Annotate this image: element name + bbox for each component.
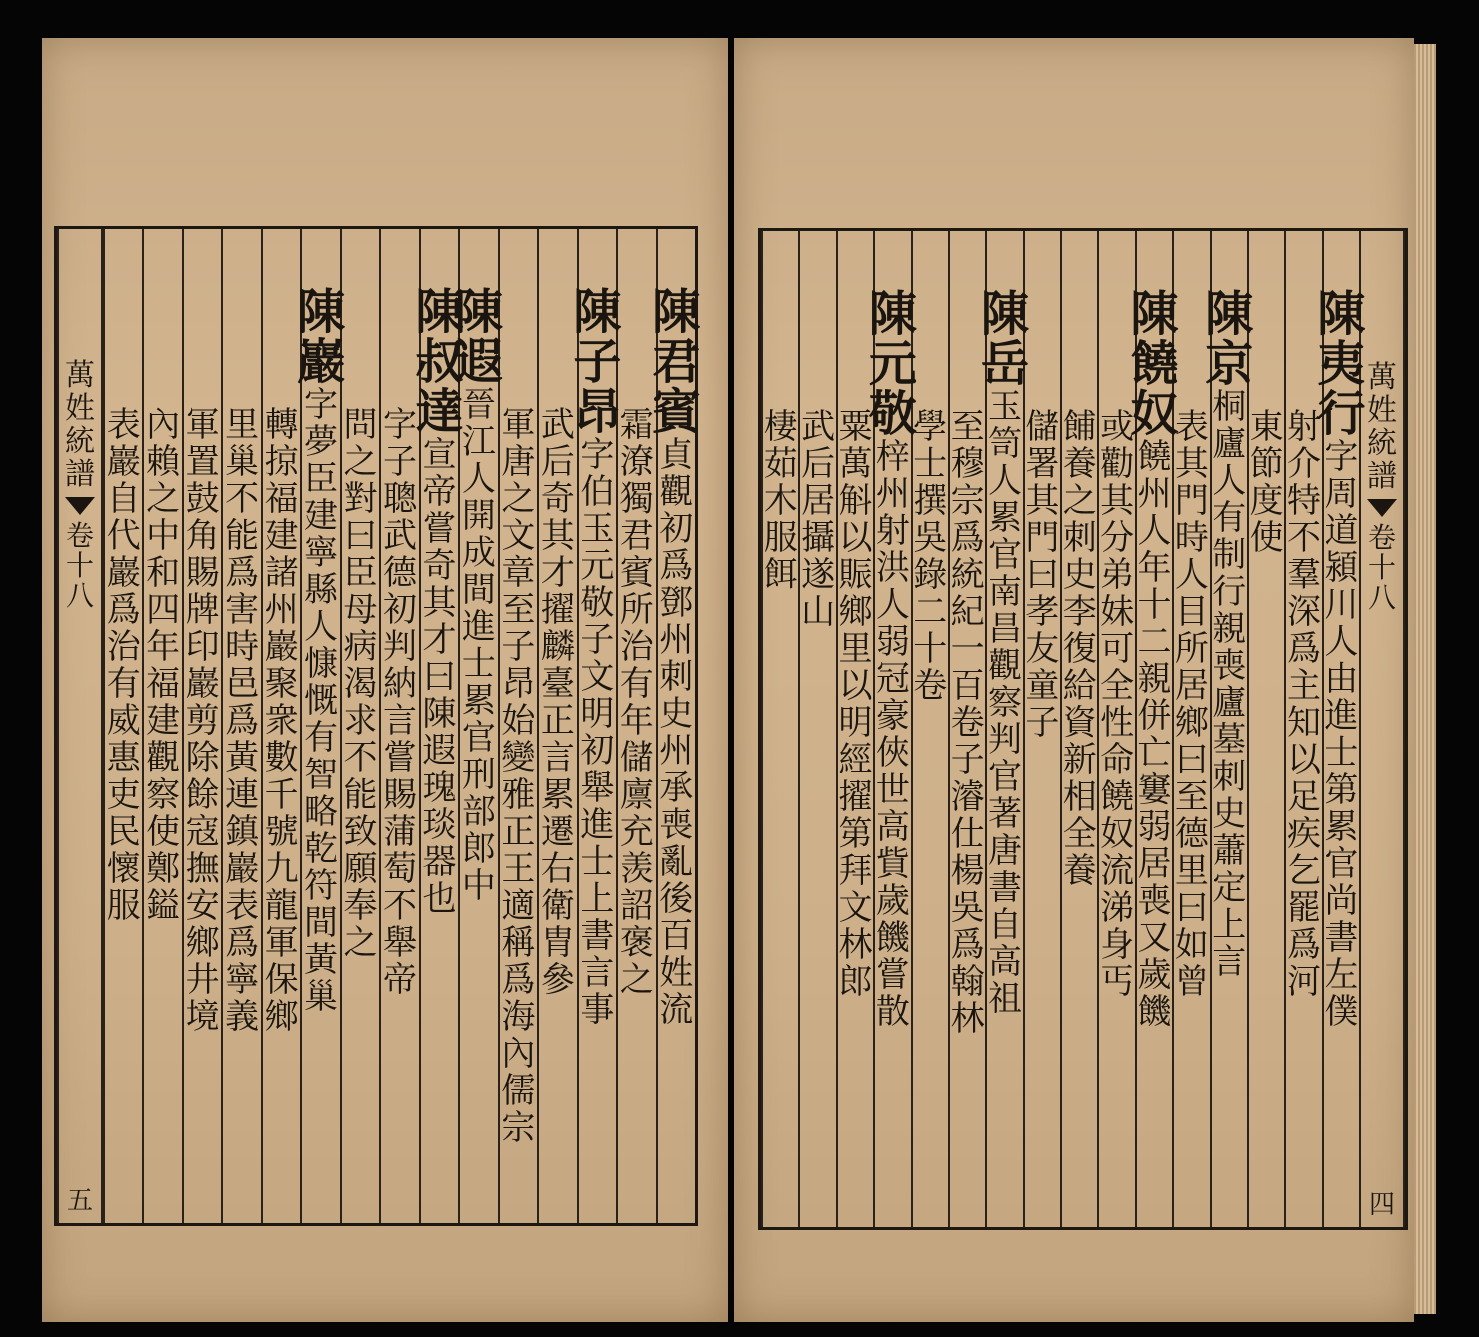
entry-text: 表巖自代巖爲治有威惠吏民懷服 [106, 405, 141, 926]
text-column [761, 231, 798, 1227]
text-column [103, 229, 142, 1223]
fish-tail-mark [65, 497, 95, 515]
entry-text: 里巢不能爲害時邑爲黃連鎮巖表爲寧義 [225, 405, 260, 1037]
spine-title: 萬姓統譜 [1367, 360, 1397, 494]
entry-text: 轉掠福建諸州巖聚衆數千號九龍軍保鄉 [264, 405, 299, 1037]
text-column [379, 229, 418, 1223]
entry-text: 軍唐之文章至子昂始變雅正王適稱爲海內儒宗 [501, 405, 536, 1148]
page-edges [1414, 44, 1436, 1314]
text-column [1317, 231, 1366, 1227]
entry-text: 或勸其分弟妹可全性命饒奴流涕身丐 [1100, 407, 1135, 1002]
entry-text: 內賴之中和四年福建觀察使鄭鎰 [146, 405, 181, 926]
spine-margin [1359, 231, 1405, 1227]
text-column [980, 231, 1029, 1227]
entry-text: 問之對曰臣母病渴求不能致願奉之 [343, 405, 378, 963]
entry-text: 儲署其門曰孝友童子 [1025, 407, 1060, 743]
spine-margin [57, 229, 103, 1223]
entry-text: 餔養之刺史李復給資新相全養 [1062, 407, 1097, 891]
text-column [142, 229, 181, 1223]
entry-text: 字伯玉元敬子文明初舉進士上書言事 [580, 435, 615, 1030]
entry-text: 貞觀初爲鄧州刺史州承喪亂後百姓流 [659, 435, 694, 1030]
text-column [182, 229, 221, 1223]
text-column [1130, 231, 1179, 1227]
entry-text: 霜潦獨君賓所治有年儲廪充羡詔褒之 [619, 405, 654, 1000]
entry-text: 梓州射洪人弱冠豪俠世高貲歲饑嘗散 [875, 437, 910, 1032]
entry-text: 武后居攝遂山 [801, 407, 836, 632]
spine-volume: 卷十八 [1368, 521, 1397, 614]
text-column [836, 231, 873, 1227]
text-column [221, 229, 260, 1223]
entry-text: 粟萬斛以賑鄉里以明經擢第拜文林郎 [838, 407, 873, 1002]
entry-text: 表其門時人目所居鄉曰至德里曰如曾 [1174, 407, 1209, 1002]
entry-text: 軍置鼓角賜牌印巖剪除餘寇撫安鄉井境 [185, 405, 220, 1037]
entry-name: 陳君賓 [652, 284, 701, 440]
text-column [340, 229, 379, 1223]
entry-text: 字子聰武德初判納言嘗賜蒲萄不舉帝 [382, 405, 417, 1000]
entry-name: 陳遐 [454, 284, 503, 390]
text-column [573, 229, 622, 1223]
entry-name: 陳叔達 [415, 284, 464, 440]
entry-name: 陳夷行 [1317, 286, 1366, 442]
text-column [948, 231, 985, 1227]
entry-text: 武后奇其才擢麟臺正言累遷右衛胄參 [540, 405, 575, 1000]
spine-title: 萬姓統譜 [65, 358, 95, 492]
entry-name: 陳饒奴 [1130, 286, 1179, 442]
entry-name: 陳元敬 [868, 286, 917, 442]
spine-volume: 卷十八 [66, 519, 95, 612]
spine-folio: 五 [67, 1186, 94, 1216]
text-column [1060, 231, 1097, 1227]
text-column [261, 229, 300, 1223]
entry-name: 陳岳 [980, 286, 1029, 392]
text-column [616, 229, 655, 1223]
text-column [868, 231, 917, 1227]
right-text-frame [758, 228, 1408, 1230]
entry-text: 玉笥人累官南昌觀察判官著唐書自高祖 [987, 387, 1022, 1019]
text-column [1205, 231, 1254, 1227]
entry-text: 棲茹木服餌 [763, 407, 798, 595]
entry-text: 字周道潁川人由進士第累官尚書左僕 [1324, 437, 1359, 1032]
entry-text: 字夢臣建寧縣人慷慨有智略乾符間黃巢 [304, 385, 339, 1017]
text-column [454, 229, 503, 1223]
fish-tail-mark [1367, 499, 1397, 517]
entry-text: 宣帝嘗奇其才曰陳遐瑰琰器也 [422, 435, 457, 919]
entry-text: 晉江人開成間進士累官刑部郎中 [461, 385, 496, 906]
entry-text: 學士撰吳錄二十卷 [913, 407, 948, 706]
text-column [297, 229, 346, 1223]
text-column [1284, 231, 1321, 1227]
entry-text: 桐廬人有制行親喪廬墓刺史蕭定上言 [1212, 387, 1247, 982]
spine-folio: 四 [1369, 1190, 1396, 1220]
text-column [798, 231, 835, 1227]
entry-text: 至穆宗爲統紀一百卷子濬仕楊吳爲翰林 [950, 407, 985, 1039]
left-text-frame [54, 226, 701, 1226]
entry-text: 饒州人年十二親併亡窶弱居喪又歲饑 [1137, 437, 1172, 1032]
entry-name: 陳京 [1205, 286, 1254, 392]
text-column [537, 229, 576, 1223]
entry-text: 射介特不羣深爲主知以足疾乞罷爲河 [1286, 407, 1321, 1002]
text-column [1097, 231, 1134, 1227]
text-column [498, 229, 537, 1223]
entry-name: 陳巖 [297, 284, 346, 390]
entry-text: 東節度使 [1249, 407, 1284, 558]
text-column [415, 229, 464, 1223]
entry-name: 陳子昂 [573, 284, 622, 440]
text-column [652, 229, 701, 1223]
